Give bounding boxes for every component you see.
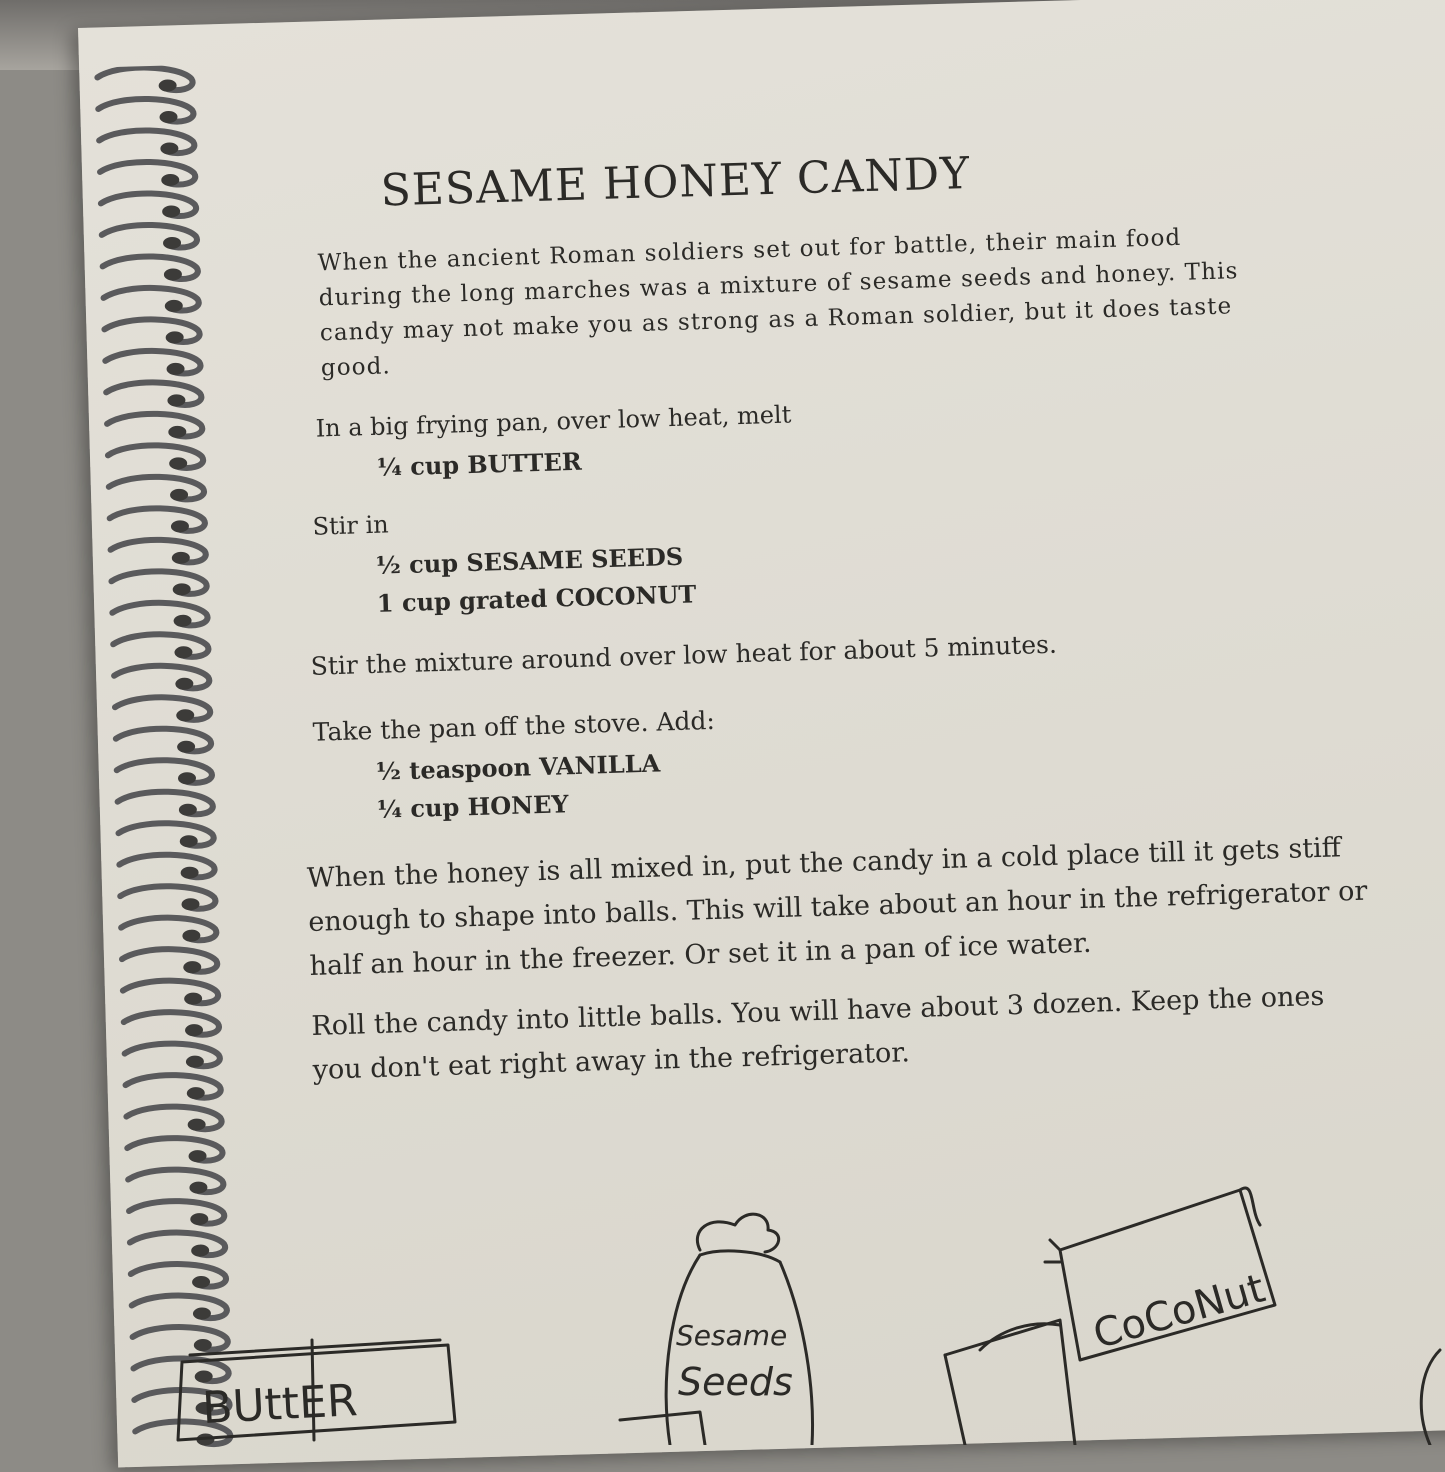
spiral-coil (108, 444, 204, 470)
spiral-coil (113, 633, 209, 659)
recipe-title: SESAME HONEY CANDY (379, 148, 971, 217)
spiral-coil (101, 192, 197, 218)
step-text: In a big frying pan, over low heat, melt (315, 400, 792, 443)
spiral-coil (123, 979, 219, 1005)
step-3 (310, 619, 1325, 685)
spiral-coil (106, 381, 202, 407)
step-4 (312, 685, 1329, 831)
recipe-content (230, 138, 1368, 1095)
seeds-label: Seeds (678, 1360, 793, 1404)
ingredient-vanilla: ½ teaspoon VANILLA (375, 748, 661, 786)
ingredient-coconut: 1 cup grated COCONUT (376, 579, 697, 618)
spiral-coil (112, 601, 208, 627)
spiral-coil (103, 287, 199, 313)
spiral-coil (119, 853, 215, 879)
partial-sketch (1421, 1350, 1440, 1445)
spiral-coil (105, 350, 201, 376)
butter-label: BUttER (200, 1375, 359, 1435)
recipe-intro: When the ancient Roman soldiers set out for battle, their main food during the long marches was a mixture of sesame seeds and honey. This candy may not make you as strong as a Roman soldier, but it does taste good. (317, 224, 1239, 382)
spiral-coil (116, 759, 212, 785)
coconut-label: CoCoNut (1088, 1265, 1270, 1359)
spiral-coil (107, 412, 203, 438)
spiral-coil (125, 1074, 221, 1100)
spiral-coil (109, 475, 205, 501)
spiral-coil (99, 129, 195, 155)
spiral-coil (122, 948, 218, 974)
spiral-coil (98, 98, 194, 124)
ingredient-honey: ¼ cup HONEY (376, 789, 569, 824)
step-text: Take the pan off the stove. Add: (312, 705, 716, 747)
ingredient-sesame-seeds: ½ cup SESAME SEEDS (375, 541, 684, 580)
spiral-coil (110, 538, 206, 564)
spiral-coil (117, 790, 213, 816)
closing-paragraphs (306, 827, 1368, 1093)
spiral-coil (120, 885, 216, 911)
spiral-coil (127, 1137, 223, 1163)
spiral-coil (100, 161, 196, 187)
spiral-coil (124, 1042, 220, 1068)
spiral-coil (102, 224, 198, 250)
sesame-label: Sesame (676, 1319, 788, 1352)
spiral-coil (111, 570, 207, 596)
step-text: Stir the mixture around over low heat for about 5 minutes. (310, 629, 1058, 681)
spiral-coil (109, 507, 205, 533)
illustrations (0, 1180, 1445, 1445)
spiral-coil (97, 66, 193, 92)
spiral-coil (114, 664, 210, 690)
spiral-coil (121, 916, 217, 942)
step-2 (312, 479, 1323, 625)
spiral-coil (124, 1011, 220, 1037)
spiral-coil (115, 696, 211, 722)
rolling-paragraph: Roll the candy into little balls. You will have about 3 dozen. Keep the ones you don't eat right away in the refrigerator. (310, 980, 1325, 1086)
spiral-coil (104, 318, 200, 344)
step-1 (315, 381, 1319, 489)
spiral-coil (118, 822, 214, 848)
chilling-paragraph: When the honey is all mixed in, put the candy in a cold place till it gets stiff enough to shape into balls. This will take about an hour in the refrigerator or half an hour in the freezer. Or set it in a pan of ice water. (306, 832, 1368, 982)
spiral-coil (126, 1105, 222, 1131)
spiral-coil (102, 255, 198, 281)
step-text: Stir in (312, 510, 390, 541)
ingredient-butter: ¼ cup BUTTER (376, 446, 583, 482)
spiral-coil (116, 727, 212, 753)
